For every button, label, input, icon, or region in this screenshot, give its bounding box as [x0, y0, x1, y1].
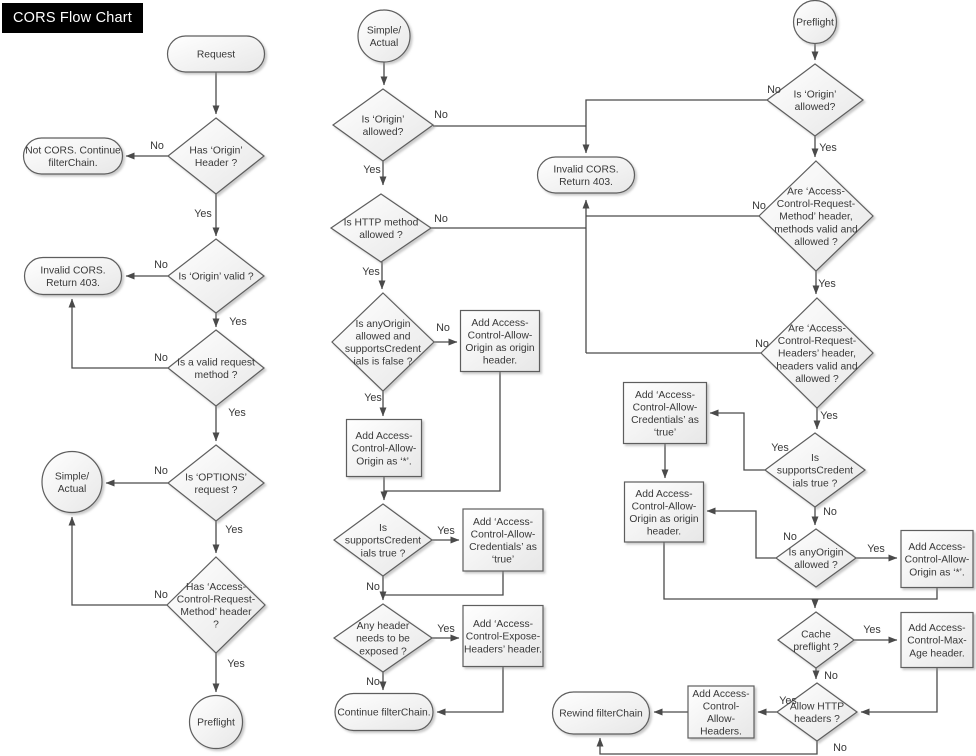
edge-maxage-join — [861, 668, 937, 712]
node-m-add-credentials — [463, 509, 543, 571]
edge-label-yes-p-acrh: Yes — [820, 409, 838, 422]
preflight-top-label: Preflight — [796, 17, 834, 29]
edge-label-no-allow-http: No — [833, 741, 847, 754]
node-valid-request-method — [168, 330, 264, 406]
edge-label-yes-p-origin: Yes — [819, 141, 837, 154]
edge-label-yes-valid-method: Yes — [228, 406, 246, 419]
request-label: Request — [196, 49, 236, 61]
node-request — [168, 36, 265, 72]
edge-label-yes-options: Yes — [225, 523, 243, 536]
edge-label-yes-m-anyorigin: Yes — [364, 391, 382, 404]
node-has-acrm-header — [167, 557, 265, 653]
m-supports-cred-label: Is supportsCredent ials true ? — [344, 523, 422, 560]
node-m-any-header-exposed — [334, 604, 432, 672]
add-max-age-label: Add Access-Control-Max-Age header. — [907, 623, 967, 660]
edge-label-no-p-cred: No — [823, 505, 837, 518]
node-not-cors — [24, 138, 123, 174]
m-anyorigin-label: Is anyOrigin allowed and supportsCredent ials is false ? — [344, 318, 422, 368]
p-acrh-label: Are ‘Access-Control-Request-Headers’ header, headers valid and allowed ? — [776, 323, 858, 385]
m-add-origin-star-label: Add Access-Control-Allow-Origin as ‘*’. — [351, 431, 417, 468]
rewind-filterchain-label: Rewind filterChain — [559, 708, 643, 720]
edge-label-no-origin-valid: No — [154, 258, 168, 271]
edge-label-no-m-anyorigin: No — [436, 321, 450, 334]
continue-filterchain-label: Continue filterChain. — [337, 707, 431, 719]
edge-label-yes-p-acrm: Yes — [818, 277, 836, 290]
m-http-method-label: Is HTTP method allowed ? — [343, 217, 419, 241]
node-add-max-age — [901, 613, 973, 668]
node-m-add-origin-header — [461, 311, 540, 372]
node-p-acrh — [761, 298, 873, 408]
edge-label-yes-p-cred: Yes — [771, 441, 789, 454]
node-p-add-origin-star — [901, 531, 973, 588]
edge-label-no-p-acrm: No — [752, 199, 766, 212]
m-add-origin-header-label: Add Access-Control-Allow-Origin as origin header. — [465, 317, 535, 367]
edge-label-no-valid-method: No — [154, 351, 168, 364]
edge-label-no-m-cred: No — [366, 580, 380, 593]
node-m-supports-cred — [334, 504, 432, 576]
is-origin-valid-label: Is ‘Origin’ valid ? — [178, 271, 254, 283]
edge-p-cred-yes — [710, 413, 765, 470]
node-p-origin-allowed — [767, 64, 863, 136]
chart-title: CORS Flow Chart — [2, 3, 143, 33]
edge-label-no-acrm-left: No — [154, 588, 168, 601]
is-options-request-label: Is ‘OPTIONS’ request ? — [185, 472, 247, 496]
node-allow-http-headers — [777, 683, 857, 741]
edge-label-no-has-origin: No — [150, 139, 164, 152]
preflight-left-label: Preflight — [197, 717, 235, 729]
edge-label-no-options: No — [154, 464, 168, 477]
node-cache-preflight — [778, 612, 854, 668]
node-p-acrm — [759, 161, 873, 271]
edge-label-yes-has-origin: Yes — [194, 207, 212, 220]
p-origin-allowed-label: Is ‘Origin’ allowed? — [793, 89, 837, 113]
edge-label-no-m-origin: No — [434, 108, 448, 121]
node-m-add-expose — [463, 606, 543, 667]
cache-preflight-label: Cache preflight ? — [793, 629, 839, 653]
node-m-http-method — [331, 194, 431, 262]
edge-p-origin-no — [586, 100, 767, 153]
node-m-anyorigin — [332, 293, 434, 391]
p-add-origin-header-label: Add Access-Control-Allow-Origin as origin header. — [629, 488, 699, 538]
edge-label-no-p-origin: No — [767, 83, 781, 96]
node-p-add-origin-header — [625, 482, 704, 542]
p-add-origin-star-label: Add Access-Control-Allow-Origin as ‘*’. — [904, 542, 970, 579]
node-rewind-filterchain — [553, 692, 650, 734]
node-preflight-left — [190, 696, 243, 749]
m-add-expose-label: Add ‘Access-Control-Expose-Headers’ header. — [463, 619, 543, 656]
edge-label-yes-m-origin: Yes — [363, 163, 381, 176]
node-invalid-cors-left — [25, 258, 122, 295]
p-anyorigin-label: Is anyOrigin allowed ? — [788, 547, 844, 571]
invalid-cors-left-label: Invalid CORS. Return 403. — [40, 265, 106, 289]
add-allow-headers-label: Add Access-Control-Allow-Headers. — [692, 688, 750, 738]
m-add-credentials-label: Add ‘Access-Control-Allow-Credentials’ as ‘true’ — [469, 516, 537, 566]
edge-label-yes-allow-http: Yes — [779, 694, 797, 707]
node-preflight-top — [794, 1, 837, 44]
edge-label-no-m-expose: No — [366, 675, 380, 688]
m-any-header-exposed-label: Any header needs to be exposed ? — [356, 621, 410, 658]
edge-label-yes-m-expose: Yes — [437, 622, 455, 635]
edge-allow-http-no — [600, 738, 817, 754]
p-supports-cred-label: Is supportsCredent ials true ? — [776, 453, 854, 490]
edge-label-yes-m-cred: Yes — [437, 524, 455, 537]
node-simple-actual-left — [42, 452, 102, 513]
valid-request-method-label: Is a valid request method ? — [177, 357, 255, 381]
edge-label-yes-p-anyorigin: Yes — [867, 542, 885, 555]
edge-label-yes-cache: Yes — [863, 623, 881, 636]
allow-http-headers-label: Allow HTTP headers ? — [789, 701, 845, 725]
edge-label-yes-acrm-left: Yes — [227, 657, 245, 670]
edge-label-no-cache: No — [824, 669, 838, 682]
p-add-credentials-label: Add ‘Access-Control-Allow-Credentials’ as ‘true’ — [631, 389, 699, 439]
node-continue-filterchain — [335, 694, 433, 731]
node-simple-actual-top — [358, 10, 410, 62]
edge-label-no-m-http: No — [434, 212, 448, 225]
node-add-allow-headers — [688, 686, 754, 738]
simple-actual-top-label: Simple/ Actual — [366, 25, 402, 49]
node-invalid-cors-mid — [538, 157, 635, 193]
edge-label-yes-origin-valid: Yes — [229, 315, 247, 328]
node-has-origin-header — [168, 118, 264, 194]
node-m-origin-allowed — [333, 89, 433, 161]
has-origin-header-label: Has ‘Origin’ Header ? — [189, 145, 243, 169]
not-cors-label: Not CORS. Continue filterChain. — [25, 145, 121, 169]
has-acrm-header-label: Has ‘Access-Control-Request-Method’ header ? — [176, 581, 256, 631]
edge-label-no-p-anyorigin: No — [783, 530, 797, 543]
invalid-cors-mid-label: Invalid CORS. Return 403. — [553, 164, 619, 188]
edge-p-anyorigin-no — [707, 511, 776, 558]
m-origin-allowed-label: Is ‘Origin’ allowed? — [361, 114, 405, 138]
node-is-options-request — [168, 445, 264, 521]
edge-label-yes-m-http: Yes — [362, 265, 380, 278]
node-p-add-credentials — [624, 383, 707, 444]
node-is-origin-valid — [168, 239, 264, 313]
edge-acrm-left-no — [72, 517, 167, 605]
p-acrm-label: Are ‘Access-Control-Request-Method’ header, methods valid and allowed ? — [774, 186, 858, 248]
edge-label-no-p-acrh: No — [755, 337, 769, 350]
edge-m-expose-join — [437, 667, 503, 712]
edge-m-cred-join — [383, 571, 503, 595]
simple-actual-left-label: Simple/ Actual — [54, 471, 90, 495]
node-m-add-origin-star — [347, 420, 422, 477]
